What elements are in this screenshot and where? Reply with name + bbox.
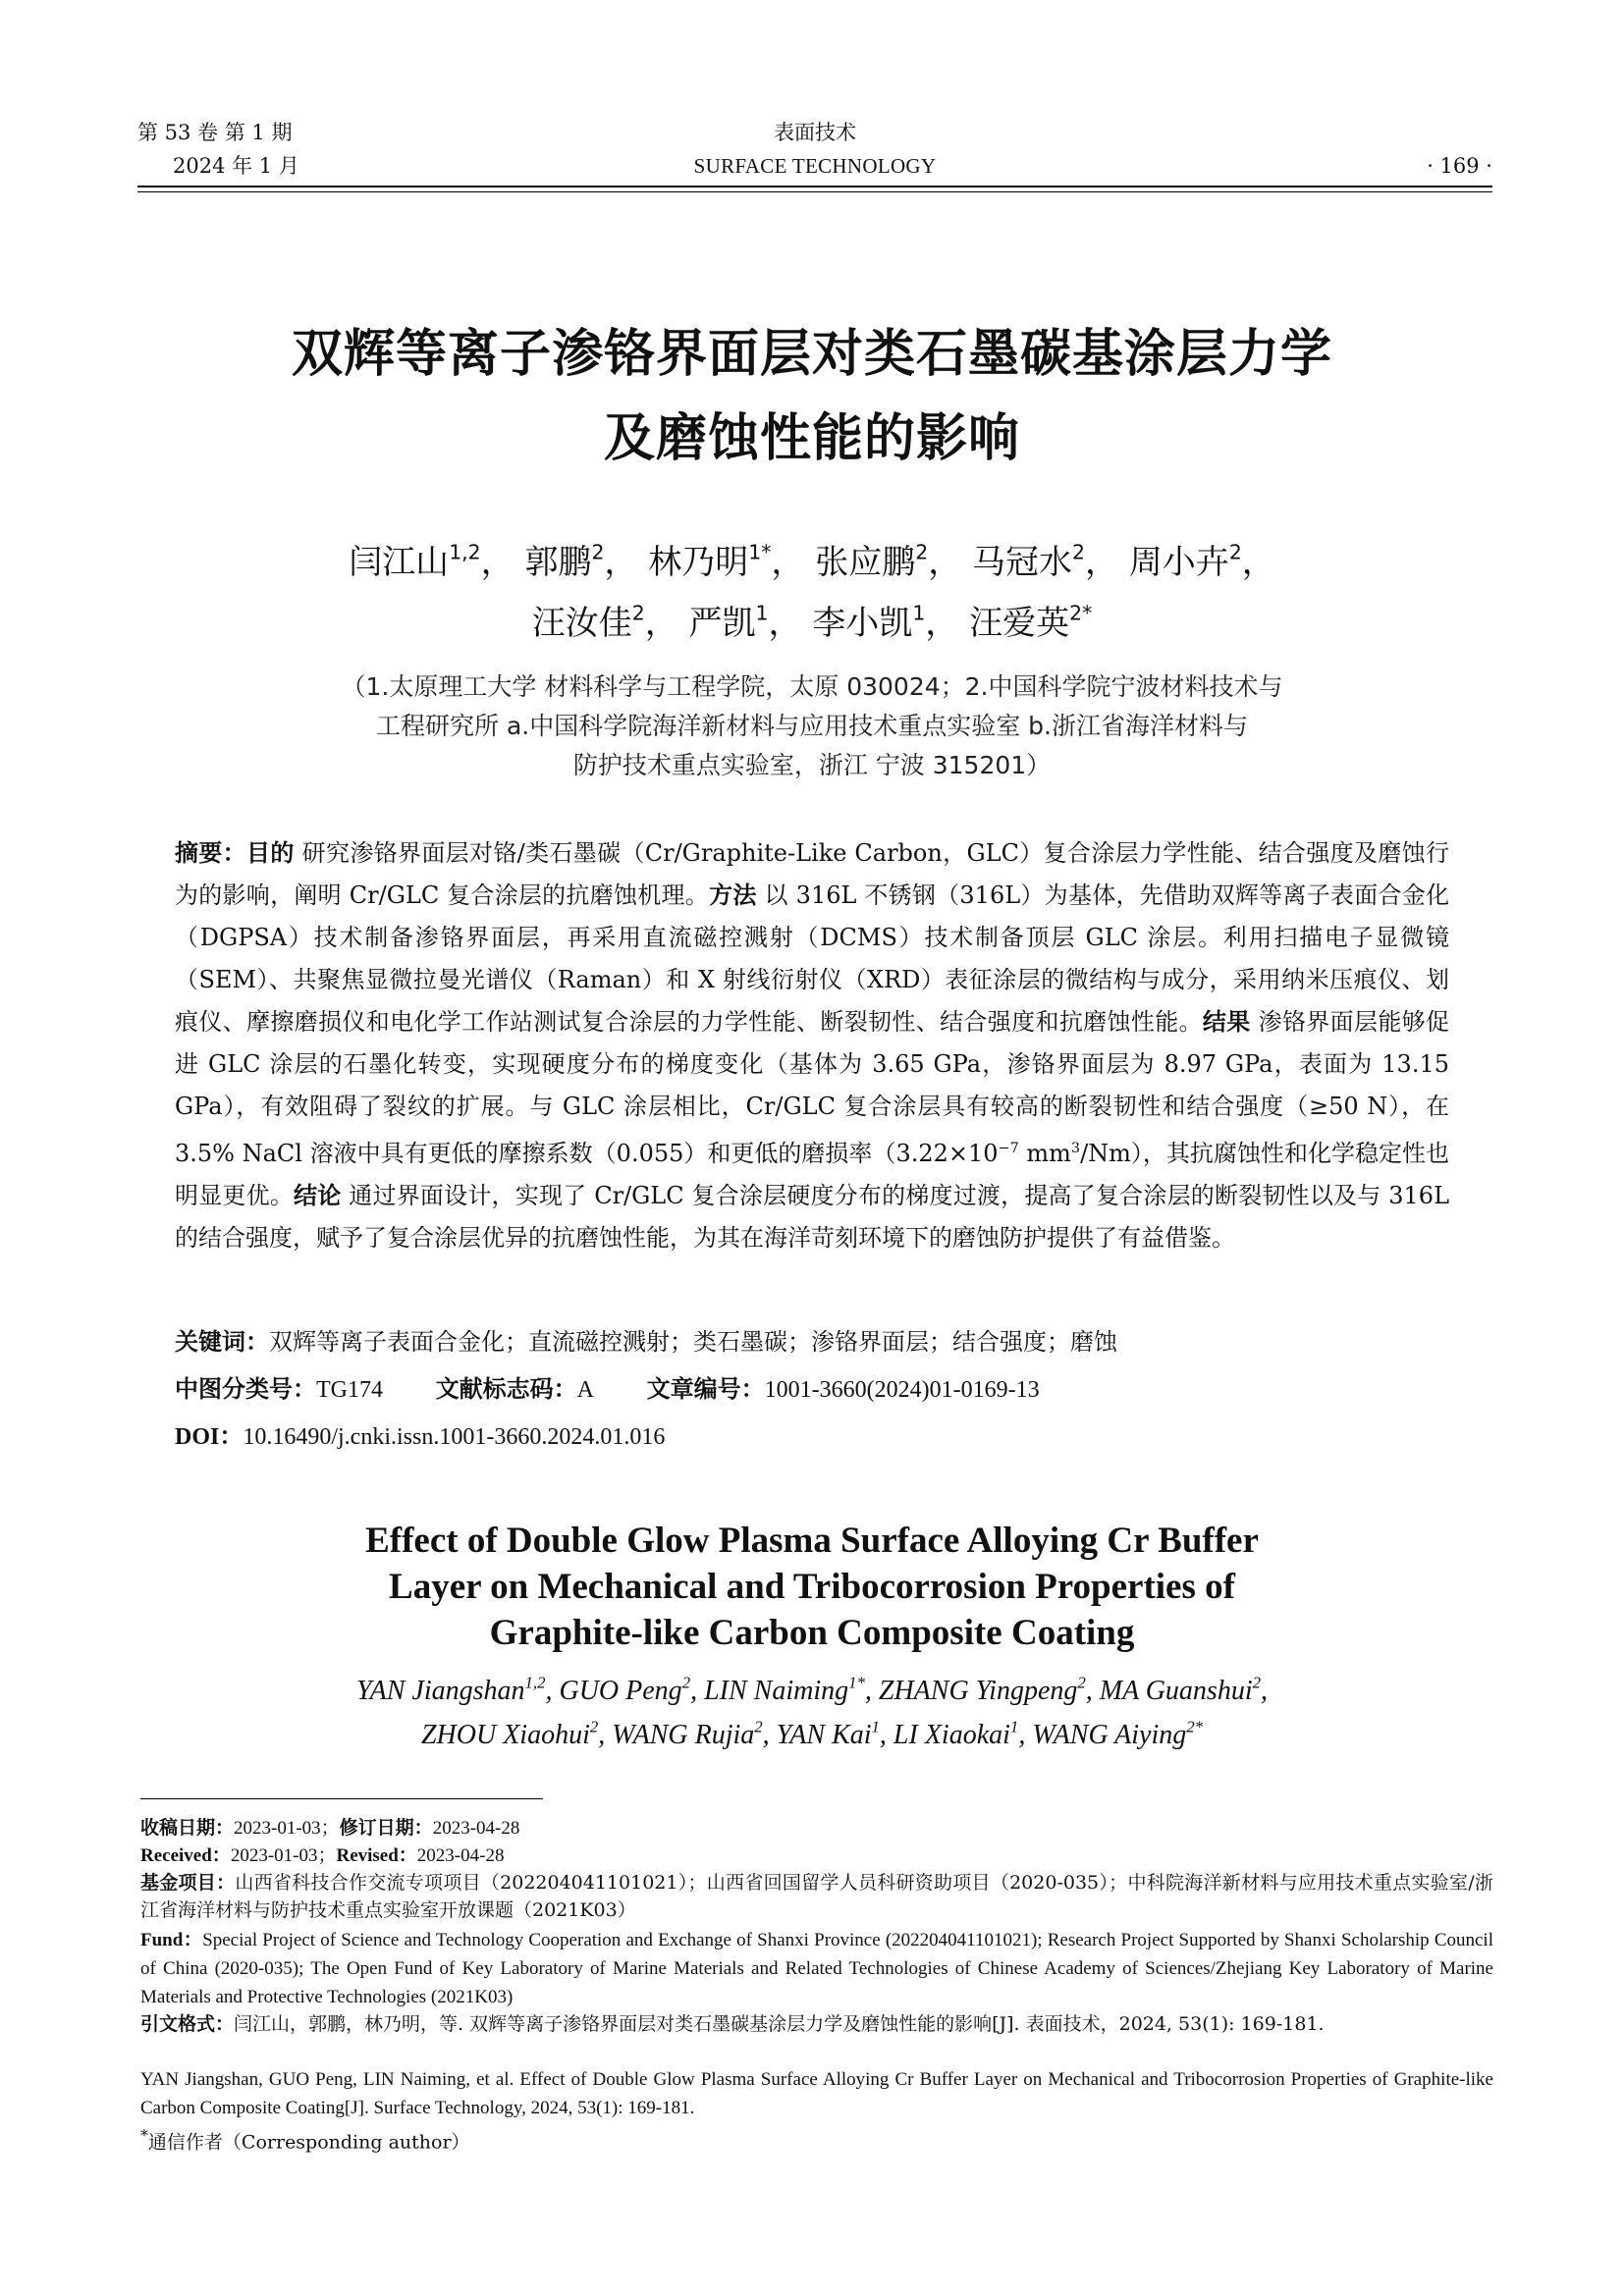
doc-code-value: A [576,1377,594,1403]
author-cn: 周小卉 [1128,543,1229,582]
author-separator: ， [768,604,802,643]
author-cn: 严凯 [688,604,756,643]
author-affiliation-mark: 1,2 [449,540,481,564]
author-affiliation-mark: 2 [754,1717,763,1736]
author-en: LI Xiaokai [893,1720,1010,1750]
journal-name-cn: 表面技术 [774,121,856,144]
author-separator: , [879,1720,893,1750]
result-text-end: /Nm），其抗腐蚀性和化学稳定性也明显更优。 [175,1140,1449,1209]
doi-label: DOI： [175,1424,244,1450]
author-separator: ， [604,543,638,582]
author-affiliation-mark: 1* [748,540,772,564]
footnote-corresponding [140,2122,1493,2156]
fund-cn-label: 基金项目： [140,1872,236,1894]
footnote-received-en [140,1842,1493,1870]
volume-issue: 第 53 卷 第 1 期 [137,121,293,144]
corresponding-mark: * [140,2126,148,2145]
author-affiliation-mark: 1 [1009,1717,1019,1736]
authors-en-line-1 [196,1669,1428,1713]
author-affiliation-mark: 2 [681,1673,691,1692]
fund-en-text: Special Project of Science and Technology Cooperation and Exchange of Shanxi Province (202204041101021); Research Project Supported by Shanxi Scholarship Council of China (2020-035); The Open Fund of Key Laboratory of Marine Materials and Related Technologies of Chinese Academy of Sciences/Zhejiang Key Laboratory of Marine Materials and Protective Technologies (2021K03) [140,1930,1493,2007]
author-affiliation-mark: 2 [631,601,645,625]
author-affiliation-mark: 2 [591,540,605,564]
author-affiliation-mark: 2 [915,540,929,564]
doi-value: 10.16490/j.cnki.issn.1001-3660.2024.01.016 [243,1424,666,1450]
header-rule-thick [137,186,1492,187]
keywords-cn [175,1322,1449,1362]
authors-cn-line-2 [157,593,1467,654]
author-separator: , [1085,1676,1100,1706]
author-separator: , [1261,1676,1268,1706]
author-en: LIN Naiming [704,1676,849,1706]
author-affiliation-mark: 1,2 [524,1673,546,1692]
footnote-received-cn [140,1814,1493,1842]
received-en-date: 2023-01-03； [230,1845,337,1866]
affiliations-cn [196,667,1428,785]
author-en: YAN Jiangshan [356,1676,525,1706]
revised-en-date: 2023-04-28 [416,1845,505,1866]
abstract-label: 摘要： [175,839,247,867]
author-separator: , [1018,1720,1033,1750]
footnote-cite-cn [140,2010,1493,2038]
title-en [196,1518,1428,1656]
author-affiliation-mark: 1 [755,601,769,625]
author-separator: ， [480,543,514,582]
author-separator: ， [644,604,678,643]
cite-cn-label: 引文格式： [140,2013,235,2035]
method-label: 方法 [709,881,757,909]
footnote-fund-en [140,1926,1493,2011]
title-cn-line-2: 及磨蚀性能的影响 [603,409,1020,468]
doi-row [175,1416,1449,1457]
author-cn: 张应鹏 [815,543,916,582]
result-unit: mm [1018,1140,1071,1167]
author-affiliation-mark: 2 [589,1717,599,1736]
received-cn-label: 收稿日期： [140,1817,235,1839]
cite-cn-text: 闫江山，郭鹏，林乃明，等. 双辉等离子渗铬界面层对类石墨碳基涂层力学及磨蚀性能的影响[J]. 表面技术，2024, 53(1): 169-181. [234,2013,1325,2035]
footnote-rule [140,1798,543,1799]
affiliation-line-3: 防护技术重点实验室，浙江 宁波 315201） [572,751,1052,779]
issue-date: 2024 年 1 月 [173,154,299,178]
objective-text: 研究渗铬界面层对铬/类石墨碳（Cr/Graphite-Like Carbon，GLC）复合涂层力学性能、结合强度及磨蚀行为的影响，阐明 Cr/GLC 复合涂层的抗磨蚀机理。 [175,839,1450,909]
authors-en-line-2 [196,1713,1428,1757]
author-separator: ， [928,543,962,582]
author-en: ZHANG Yingpeng [878,1676,1078,1706]
journal-name-en: SURFACE TECHNOLOGY [693,154,937,178]
affiliation-line-2: 工程研究所 a.中国科学院海洋新材料与应用技术重点实验室 b.浙江省海洋材料与 [376,712,1248,740]
author-separator: ， [925,604,959,643]
author-affiliation-mark: 2 [1228,540,1242,564]
article-no-label: 文章编号： [646,1375,765,1403]
author-separator: , [762,1720,777,1750]
author-cn: 汪爱英 [969,604,1070,643]
header-rule-thin [137,191,1492,192]
result-unit-exponent: 3 [1070,1141,1081,1156]
classification-row [175,1369,1449,1410]
author-cn: 马冠水 [972,543,1073,582]
author-en: ZHOU Xiaohui [420,1720,590,1750]
result-label: 结果 [1202,1008,1251,1036]
author-cn: 郭鹏 [524,543,592,582]
result-exponent: −7 [998,1141,1019,1156]
author-separator: ， [1085,543,1118,582]
header-center [137,116,1492,183]
author-en: YAN Kai [776,1720,872,1750]
author-en: GUO Peng [559,1676,682,1706]
title-en-line-1: Effect of Double Glow Plasma Surface Alloying Cr Buffer [365,1521,1259,1561]
title-en-line-3: Graphite-like Carbon Composite Coating [489,1613,1135,1653]
clc-label: 中图分类号： [175,1375,316,1403]
author-cn: 李小凯 [812,604,913,643]
author-affiliation-mark: 1 [912,601,926,625]
objective-label: 目的 [246,839,295,867]
footnote-fund-cn [140,1869,1493,1924]
author-affiliation-mark: 1* [848,1673,865,1692]
author-separator: ， [1241,543,1275,582]
revised-cn-date: 2023-04-28 [432,1818,520,1839]
author-separator: , [690,1676,705,1706]
author-affiliation-mark: 2 [1072,540,1085,564]
author-separator: , [864,1676,879,1706]
revised-en-label: Revised： [336,1845,417,1866]
authors-cn [157,532,1467,654]
author-en: WANG Rujia [612,1720,755,1750]
cite-en-text: YAN Jiangshan, GUO Peng, LIN Naiming, et al. Effect of Double Glow Plasma Surface Alloying Cr Buffer Layer on Mechanical and Tribocorrosion Properties of Graphite-like Carbon Composite Coating[J]. Surface Technology, 2024, 53(1): 169-181. [140,2069,1493,2118]
doc-code-label: 文献标志码： [435,1375,577,1403]
footnote-cite-en [140,2065,1493,2122]
page-number: · 169 · [1427,154,1492,178]
affiliation-line-1: （1.太原理工大学 材料科学与工程学院，太原 030024；2.中国科学院宁波材料技术与 [341,672,1283,701]
corresponding-text: 通信作者（Corresponding author） [147,2131,470,2154]
author-separator: , [545,1676,560,1706]
author-cn: 林乃明 [648,543,749,582]
abstract-cn [175,832,1449,1259]
article-no-value: 1001-3660(2024)01-0169-13 [764,1377,1040,1403]
received-cn-date: 2023-01-03； [234,1818,340,1839]
authors-cn-line-1 [157,532,1467,593]
author-affiliation-mark: 2* [1186,1717,1204,1736]
author-cn: 汪汝佳 [531,604,632,643]
revised-cn-label: 修订日期： [339,1817,433,1839]
fund-cn-text: 山西省科技合作交流专项项目（202204041101021）；山西省回国留学人员科研资助项目（2020-035）；中科院海洋新材料与应用技术重点实验室/浙江省海洋材料与防护技术重点实验室开放课题（2021K03） [140,1872,1493,1921]
authors-en [196,1669,1428,1757]
result-text: 渗铬界面层能够促进 GLC 涂层的石墨化转变，实现硬度分布的梯度变化（基体为 3.65 GPa，渗铬界面层为 8.97 GPa，表面为 13.15 GPa），有效阻碍了裂纹的扩展。与 GLC 涂层相比，Cr/GLC 复合涂层具有较高的断裂韧性和结合强度（≥50 N），在 3.5% NaCl 溶液中具有更低的摩擦系数（0.055）和更低的磨损率（3.22×10 [175,1008,1450,1167]
author-cn: 闫江山 [349,543,450,582]
author-affiliation-mark: 2 [1252,1673,1261,1692]
author-affiliation-mark: 1 [871,1717,880,1736]
title-cn-line-1: 双辉等离子渗铬界面层对类石墨碳基涂层力学 [291,325,1332,384]
keywords-value: 双辉等离子表面合金化；直流磁控溅射；类石墨碳；渗铬界面层；结合强度；磨蚀 [269,1328,1117,1356]
title-en-line-2: Layer on Mechanical and Tribocorrosion Properties of [389,1567,1235,1607]
title-cn [157,312,1467,481]
keywords-label: 关键词： [175,1328,269,1356]
conclusion-label: 结论 [294,1182,342,1209]
author-en: WANG Aiying [1032,1720,1187,1750]
author-affiliation-mark: 2 [1077,1673,1086,1692]
author-separator: ， [771,543,805,582]
method-text: 以 316L 不锈钢（316L）为基体，先借助双辉等离子表面合金化（DGPSA）技术制备渗铬界面层，再采用直流磁控溅射（DCMS）技术制备顶层 GLC 涂层。利用扫描电子显微镜（SEM）、共聚焦显微拉曼光谱仪（Raman）和 X 射线衍射仪（XRD）表征涂层的微结构与成分，采用纳米压痕仪、划痕仪、摩擦磨损仪和电化学工作站测试复合涂层的力学性能、断裂韧性、结合强度和抗磨蚀性能。 [175,881,1450,1036]
fund-en-label: Fund： [140,1930,203,1950]
received-en-label: Received： [140,1845,231,1866]
author-separator: , [598,1720,613,1750]
conclusion-text: 通过界面设计，实现了 Cr/GLC 复合涂层硬度分布的梯度过渡，提高了复合涂层的断裂韧性以及与 316L 的结合强度，赋予了复合涂层优异的抗磨蚀性能，为其在海洋苛刻环境下的磨蚀防护提供了有益借鉴。 [175,1182,1450,1252]
author-en: MA Guanshui [1099,1676,1253,1706]
clc-value: TG174 [316,1377,383,1403]
author-affiliation-mark: 2* [1069,601,1093,625]
